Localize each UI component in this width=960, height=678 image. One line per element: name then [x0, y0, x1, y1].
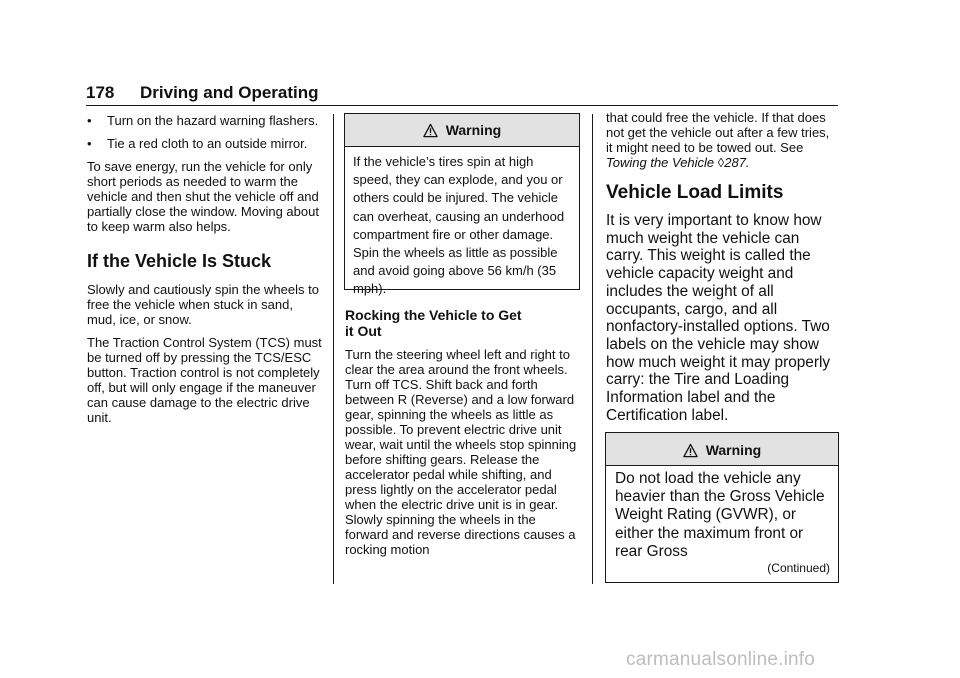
warning-box-tire-spin: [344, 113, 580, 297]
xref-page-icon: ◊: [717, 155, 725, 170]
page-header: [86, 83, 838, 103]
bullet-marker: •: [87, 113, 92, 128]
paragraph-load: It is very important to know how much weight the vehicle can carry. This weight is called the vehicle capacity weight and includes the weight of all occupants, cargo, and all nonfactory-installed options. Two labels on the vehicle may show how much weight it may properly carry: the Tire and Loading Information label and the Certification label.: [606, 212, 831, 424]
paragraph-tcs: The Traction Control System (TCS) must be turned off by pressing the TCS/ESC button. Traction control is not completely off, but will only engage if the maneuver can cause damage to the electric drive unit.: [87, 335, 322, 425]
section-title: Driving and Operating: [140, 83, 319, 102]
warning-title: Warning: [445, 122, 502, 138]
continued-text: that could free the vehicle. If that does not get the vehicle out after a few tries, it might need to be towed out. See: [606, 110, 830, 155]
warning-header: [606, 433, 838, 466]
heading-rocking: [345, 307, 581, 339]
warning-triangle-icon: [423, 122, 446, 138]
xref-page-number[interactable]: 287.: [724, 155, 750, 170]
column-2: [345, 307, 581, 565]
heading-rocking-line1: Rocking the Vehicle to Get: [345, 307, 522, 323]
column-3: [606, 110, 838, 432]
watermark: carmanualsonline.info: [626, 649, 816, 670]
bullet-marker: •: [87, 136, 92, 151]
column-divider-right: [592, 114, 593, 584]
xref-towing[interactable]: Towing the Vehicle: [606, 155, 715, 170]
warning-box-load: [605, 432, 839, 583]
heading-rocking-line2: it Out: [345, 323, 382, 339]
page-number: 178: [86, 83, 115, 102]
list-item: [87, 113, 323, 128]
paragraph-rocking: Turn the steering wheel left and right to clear the area around the front wheels. Turn off TCS. Shift back and forth between R (Reverse) and a low forward gear, spinning the wheels as little as possible. To prevent electric drive unit wear, wait until the wheels stop spinning before shifting gears. Release the accelerator pedal while shifting, and press lightly on the accelerator pedal when the electric drive unit is in gear. Slowly spinning the wheels in the forward and reverse directions causes a rocking motion: [345, 347, 577, 557]
paragraph-energy: To save energy, run the vehicle for only short periods as needed to warm the vehicle and then shut the vehicle off and partially close the window. Moving about to keep warm also helps.: [87, 159, 319, 234]
heading-load-limits: Vehicle Load Limits: [606, 182, 784, 203]
warning-body: If the vehicle’s tires spin at high speed, they can explode, and you or others could be injured. The vehicle can overheat, causing an underhood compartment fire or other damage. Spin the wheels as little as possible and avoid going above 56 km/h (35 mph).: [353, 154, 565, 297]
column-divider-left: [333, 114, 334, 584]
heading-vehicle-stuck: If the Vehicle Is Stuck: [87, 251, 272, 271]
paragraph-continued: [606, 110, 838, 170]
header-rule: [86, 105, 838, 106]
paragraph-spin: Slowly and cautiously spin the wheels to free the vehicle when stuck in sand, mud, ice, or snow.: [87, 282, 319, 327]
column-1: [87, 113, 323, 433]
bullet-text: Turn on the hazard warning flashers.: [107, 113, 319, 128]
list-item: [87, 136, 323, 151]
warning-title: Warning: [705, 442, 762, 458]
warning-triangle-icon: [683, 442, 706, 458]
warning-body: Do not load the vehicle any heavier than the Gross Vehicle Weight Rating (GVWR), or either the maximum front or rear Gross: [615, 470, 825, 560]
continued-label: (Continued): [767, 561, 830, 576]
bullet-text: Tie a red cloth to an outside mirror.: [107, 136, 308, 151]
warning-header: [345, 114, 579, 147]
